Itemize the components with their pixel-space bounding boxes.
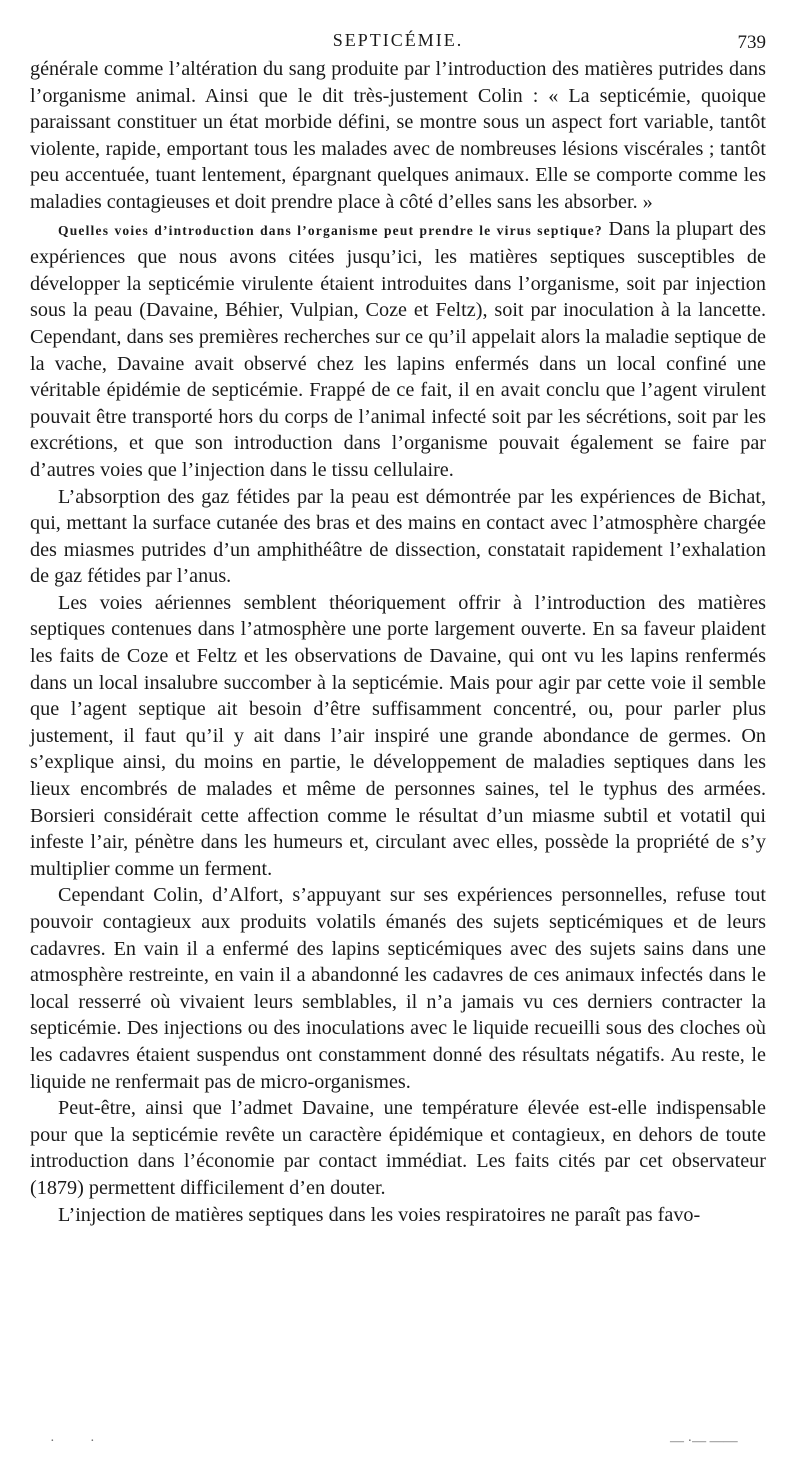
section-lead: Quelles voies d’introduction dans l’organisme peut prendre le virus septique? <box>58 222 603 238</box>
body-text <box>30 56 766 1228</box>
print-dot: · <box>90 1434 95 1449</box>
running-title: SEPTICÉMIE. <box>332 30 464 50</box>
paragraph-text: Dans la plupart des expériences que nous avons citées jusqu’ici, les matières septiques susceptibles de développer la septicémie virulente étaient introduites dans l’organisme, soit par injection sous la peau (Davaine, Béhier, Vulpian, Coze et Feltz), soit par inoculation à la lancette. Cependant, dans ses premières recherches sur ce qu’il appelait alors la maladie septique de la vache, Davaine avait observé chez les lapins enfermés dans un local confiné une véritable épidémie de septicémie. Frappé de ce fait, il en avait conclu que l’agent virulent pouvait être transporté hors du corps de l’animal infecté soit par les sécrétions, soit par les excrétions, et que son introduction dans l’organisme pouvait également se faire par d’autres voies que l’injection dans le tissu cellulaire. <box>30 217 766 481</box>
page-header <box>30 26 766 56</box>
paragraph-text: générale comme l’altération du sang produite par l’introduction des matières putrides dans l’organisme animal. Ainsi que le dit très-justement Colin : « La septicémie, quoique paraissant constituer un état morbide défini, se montre sous un aspect fort variable, tantôt violente, rapide, emportant tous les malades avec de nombreuses lésions viscérales ; tantôt peu accentuée, tuant lentement, épargnant quelques animaux. Elle se comporte comme les maladies contagieuses et doit prendre place à côté d’elles sans les absorber. » <box>30 58 766 213</box>
paragraph-text: L’injection de matières septiques dans les voies respiratoires ne paraît pas favo- <box>58 1203 701 1226</box>
paragraph-text: Cependant Colin, d’Alfort, s’appuyant sur ses expériences personnelles, refuse tout pouvoir contagieux aux produits volatils émanés des sujets septicémiques et de leurs cadavres. En vain il a enfermé des lapins septicémiques avec des sujets sains dans une atmosphère restreinte, en vain il a abandonné les cadavres de ces animaux infectés dans le local resserré où vivaient leurs semblables, il n’a jamais vu ces derniers contracter la septicémie. Des injections ou des inoculations avec le liquide recueilli sous des cloches où les cadavres étaient suspendus ont constamment donné des résultats négatifs. Au reste, le liquide ne renfermait pas de micro-organismes. <box>30 884 766 1093</box>
paragraph <box>30 56 766 216</box>
paragraph-text: L’absorption des gaz fétides par la peau est démontrée par les expériences de Bichat, qui, mettant la surface cutanée des bras et des mains en contact avec l’atmosphère chargée des miasmes putrides d’un amphithéâtre de dissection, constatait rapidement l’exhalation de gaz fétides par l’anus. <box>30 485 766 588</box>
document-page <box>30 26 766 1228</box>
print-dot: · <box>50 1434 55 1449</box>
paragraph <box>30 1095 766 1201</box>
paragraph <box>30 590 766 883</box>
paragraph <box>30 484 766 590</box>
printing-marks <box>30 1434 766 1454</box>
paragraph-text: Les voies aériennes semblent théoriquement offrir à l’introduction des matières septiques contenues dans l’atmosphère une porte largement ouverte. En sa faveur plaident les faits de Coze et Feltz et les observations de Davaine, qui ont vu les lapins renfermés dans un local insalubre succomber à la septicémie. Mais pour agir par cette voie il semble que l’agent septique ait besoin d’être suffisamment concentré, ou, pour parler plus justement, il faut qu’il y ait dans l’air inspiré une grande abondance de germes. On s’explique ainsi, du moins en partie, le développement de maladies septiques dans les lieux encombrés de malades et même de personnes saines, tel le typhus des armées. Borsieri considérait cette affection comme le résultat d’un miasme subtil et votatil qui infeste l’air, pénètre dans les humeurs et, circulant avec elles, possède la propriété de s’y multiplier comme un ferment. <box>30 591 766 880</box>
paragraph <box>30 882 766 1095</box>
paragraph-text: Peut-être, ainsi que l’admet Davaine, une température élevée est-elle indispensable pour que la septicémie revête un caractère épidémique et contagieux, en dehors de toute introduction dans l’économie par contact immédiat. Les faits cités par cet observateur (1879) permettent difficilement d’en douter. <box>30 1097 766 1199</box>
paragraph <box>30 1202 766 1229</box>
page-number: 739 <box>737 32 766 53</box>
paragraph <box>30 216 766 484</box>
print-rule: — ·— —— <box>670 1434 738 1449</box>
